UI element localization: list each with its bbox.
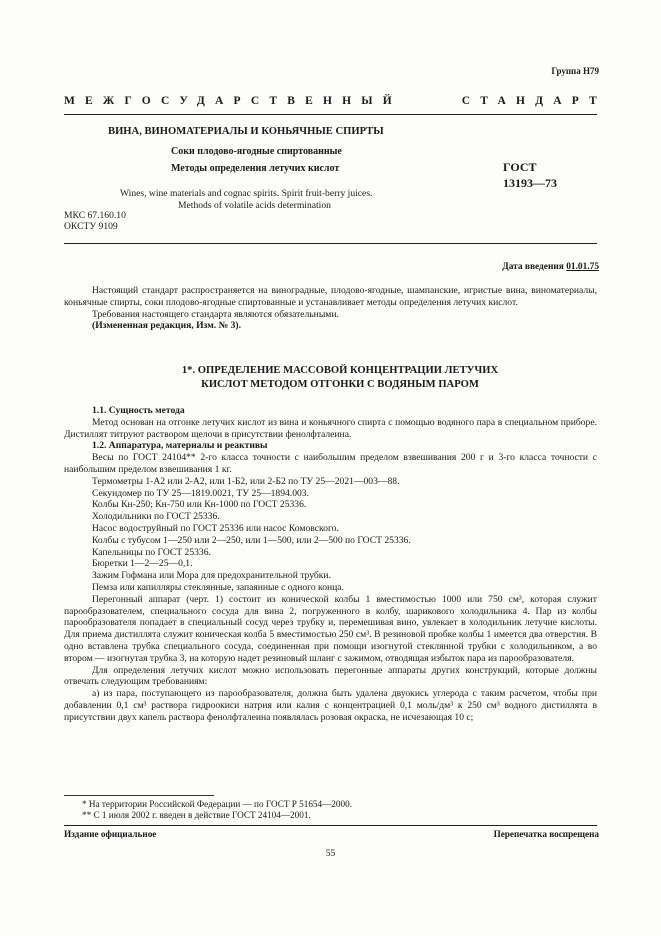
gost-number: 13193—73 [503,176,557,190]
equipment-item: Бюретки 1—2—25—0,1. [92,558,193,570]
equipment-item: Насос водоструйный по ГОСТ 25336 или насос Комовского. [92,522,339,534]
equipment-item: Термометры 1-А2 или 2-А2, или 1-Б2, или 2-Б2 по ТУ 25—2021—003—88. [92,475,400,487]
header-rule [64,114,597,115]
gost-label: ГОСТ [503,160,537,174]
official-edition: Издание официальное [64,829,157,839]
doc-subtitle-1: Соки плодово-ягодные спиртованные [171,146,342,157]
intro-amendment: (Измененная редакция, Изм. № 3). [92,320,242,332]
standard-banner [64,95,607,108]
section-heading-line2: КИСЛОТ МЕТОДОМ ОТГОНКИ С ВОДЯНЫМ ПАРОМ [201,379,479,390]
apparatus-requirement-a: а) из пара, поступающего из парообразователя, должна быть удалена двуокись углерода с таким расчетом, чтобы при добавлении 0,1 см³ раствора гидроокиси натрия или калия с концентрацией 0,1 моль/дм³ к 250 см³ водного дистиллята в присутствии двух капель раствора фенолфталеина появлялась розовая окраска, не исчезающая 10 с; [64,688,597,723]
equipment-item: Холодильники по ГОСТ 25336. [92,511,220,523]
group-code: Группа Н79 [551,66,599,76]
standard-banner-left: МЕЖГОСУДАРСТВЕННЫЙ [64,95,402,107]
section-body [64,405,597,724]
intro-paragraph: Настоящий стандарт распространяется на виноградные, плодово-ягодные, шампанские, игристые вина, виноматериалы, коньячные спирты, соки плодово-ягодные спиртованные и устанавливает методы определения летучих кислот. [64,285,597,308]
gost-designation [503,159,557,191]
intro-mandatory: Требования настоящего стандарта являются обязательными. [92,308,339,320]
doc-title: ВИНА, ВИНОМАТЕРИАЛЫ И КОНЬЯЧНЫЕ СПИРТЫ [108,126,384,137]
reprint-prohibited: Перепечатка воспрещена [493,829,599,839]
equipment-item: Секундомер по ТУ 25—1819.0021, ТУ 25—1894.003. [92,487,310,499]
doc-subtitle-2: Методы определения летучих кислот [171,163,340,174]
equipment-item: Колбы с тубусом 1—250 или 2—250, или 1—500, или 2—500 по ГОСТ 25336. [92,534,411,546]
apparatus-description: Перегонный аппарат (черт. 1) состоит из конической колбы 1 вместимостью 1000 или 750 см³, которая служит парообразователем, специального сосуда для вина 2, погруженного в колбу, шарикового холодильника 4. Пар из колбы парообразователя попадает в специальный сосуд через трубку и, перемешивая вино, увлекает в холодильник летучие кислоты. Для приема дистиллята служит коническая колба 5 вместимостью 250 см³. В резиновой пробке колбы 1 имеется два отверстия. В одно вставлена трубка специального сосуда, соединенная при помощи изогнутой стеклянной трубки с холодильником, а во втором — изогнутая трубка 3, на которую надет резиновый шланг с зажимом, отводящая избыток пара из парообразователя. [64,593,597,664]
page-number: 55 [325,848,336,859]
okstu-code: ОКСТУ 9109 [64,221,118,233]
effective-date [502,262,599,274]
equipment-item: Колбы Кн-250; Кн-750 или Кн-1000 по ГОСТ 25336. [92,499,307,511]
footer-rule [64,825,597,826]
clause-1-1-text: Метод основан на отгонке летучих кислот из вина и коньячного спирта с помощью водяного пара в специальном приборе. Дистиллят титруют раствором щелочи в присутствии фенолфталеина. [64,416,597,440]
section-heading [120,364,560,392]
title-rule [64,243,597,244]
intro-block [64,285,597,332]
effective-date-label: Дата введения [502,262,564,272]
effective-date-value: 01.01.75 [566,262,599,272]
clause-1-1-heading: 1.1. Сущность метода [92,405,185,416]
english-title-1: Wines, wine materials and cognac spirits. Spirit fruit-berry juices. [120,188,373,199]
apparatus-alternatives: Для определения летучих кислот можно использовать перегонные аппараты других конструкций, которые должны отвечать следующим требованиям: [64,664,597,688]
english-title-2: Methods of volatile acids determination [178,200,331,211]
equipment-item: Пемза или капилляры стеклянные, запаянные с одного конца. [92,581,344,593]
classification-codes [64,210,126,233]
equipment-item: Капельницы по ГОСТ 25336. [92,546,211,558]
standard-banner-right: СТАНДАРТ [461,95,607,107]
mks-code: МКС 67.160.10 [64,210,126,221]
footnote-1: * На территории Российской Федерации — по ГОСТ Р 51654—2000. [82,799,352,809]
section-heading-line1: 1*. ОПРЕДЕЛЕНИЕ МАССОВОЙ КОНЦЕНТРАЦИИ ЛЕТУЧИХ [181,365,499,376]
footnote-rule [64,795,214,796]
footnote-2: ** С 1 июля 2002 г. введен в действие ГОСТ 24104—2001. [82,810,311,820]
equipment-item: Весы по ГОСТ 24104** 2-го класса точности с наибольшим пределом взвешивания 200 г и 3-го класса точности с наибольшим пределом взвешивания 1 кг. [64,452,597,475]
equipment-item: Зажим Гофмана или Мора для предохранительной трубки. [92,570,331,582]
clause-1-2-heading: 1.2. Аппаратура, материалы и реактивы [92,440,268,452]
